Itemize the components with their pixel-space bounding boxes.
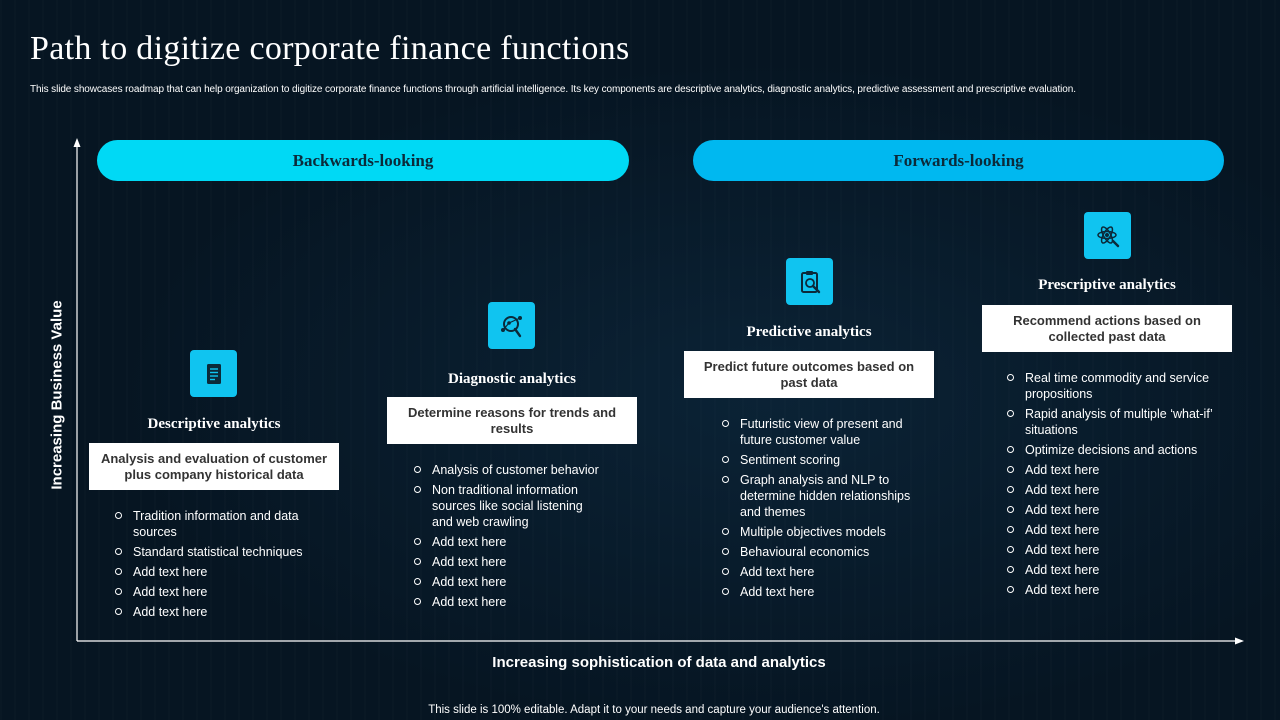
stage-title-predictive: Predictive analytics <box>746 324 872 340</box>
list-item: Add text here <box>1007 542 1222 558</box>
stage-title-descriptive: Descriptive analytics <box>147 416 281 432</box>
clipboard-search-icon <box>786 258 833 305</box>
list-item: Add text here <box>115 604 335 620</box>
list-item: Add text here <box>1007 562 1222 578</box>
list-item: Add text here <box>722 564 922 580</box>
y-axis-label: Increasing Business Value <box>48 300 66 490</box>
document-icon <box>190 350 237 397</box>
list-item: Analysis of customer behavior <box>414 462 604 478</box>
list-item: Add text here <box>414 574 604 590</box>
stage-description-diagnostic: Determine reasons for trends and results <box>387 397 637 444</box>
stage-bullets-predictive <box>722 416 922 604</box>
list-item: Add text here <box>414 534 604 550</box>
x-axis-label: Increasing sophistication of data and analytics <box>492 654 826 671</box>
list-item: Sentiment scoring <box>722 452 922 468</box>
atom-search-icon <box>1084 212 1131 259</box>
list-item: Real time commodity and service propositions <box>1007 370 1222 402</box>
stage-description-prescriptive: Recommend actions based on collected past data <box>982 305 1232 352</box>
list-item: Graph analysis and NLP to determine hidden relationships and themes <box>722 472 922 520</box>
phase-forwards-looking: Forwards-looking <box>693 140 1224 181</box>
list-item: Add text here <box>1007 462 1222 478</box>
phase-backwards-looking: Backwards-looking <box>97 140 629 181</box>
list-item: Optimize decisions and actions <box>1007 442 1222 458</box>
y-axis-arrow <box>74 138 81 147</box>
list-item: Behavioural economics <box>722 544 922 560</box>
list-item: Multiple objectives models <box>722 524 922 540</box>
x-axis-arrow <box>1235 638 1244 645</box>
list-item: Tradition information and data sources <box>115 508 335 540</box>
slide-footer: This slide is 100% editable. Adapt it to your needs and capture your audience's attention. <box>428 704 880 716</box>
stage-description-predictive: Predict future outcomes based on past data <box>684 351 934 398</box>
list-item: Standard statistical techniques <box>115 544 335 560</box>
list-item: Futuristic view of present and future customer value <box>722 416 922 448</box>
list-item: Add text here <box>722 584 922 600</box>
list-item: Non traditional information sources like social listening and web crawling <box>414 482 604 530</box>
stage-bullets-prescriptive <box>1007 370 1222 602</box>
list-item: Add text here <box>1007 522 1222 538</box>
list-item: Add text here <box>1007 582 1222 598</box>
slide-subtitle: This slide showcases roadmap that can help organization to digitize corporate finance functions through artificial intelligence. Its key components are descriptive analytics, diagnostic analytics, predictive assessment and prescriptive evaluation. <box>30 84 1076 95</box>
stage-title-diagnostic: Diagnostic analytics <box>448 371 576 387</box>
list-item: Add text here <box>115 564 335 580</box>
stage-bullets-descriptive <box>115 508 335 624</box>
stage-bullets-diagnostic <box>414 462 604 614</box>
list-item: Add text here <box>1007 482 1222 498</box>
list-item: Rapid analysis of multiple ‘what-if’ situations <box>1007 406 1222 438</box>
slide-title: Path to digitize corporate finance functions <box>30 30 630 67</box>
list-item: Add text here <box>414 594 604 610</box>
network-magnifier-icon <box>488 302 535 349</box>
stage-description-descriptive: Analysis and evaluation of customer plus company historical data <box>89 443 339 490</box>
stage-title-prescriptive: Prescriptive analytics <box>1038 277 1176 293</box>
list-item: Add text here <box>1007 502 1222 518</box>
list-item: Add text here <box>115 584 335 600</box>
list-item: Add text here <box>414 554 604 570</box>
